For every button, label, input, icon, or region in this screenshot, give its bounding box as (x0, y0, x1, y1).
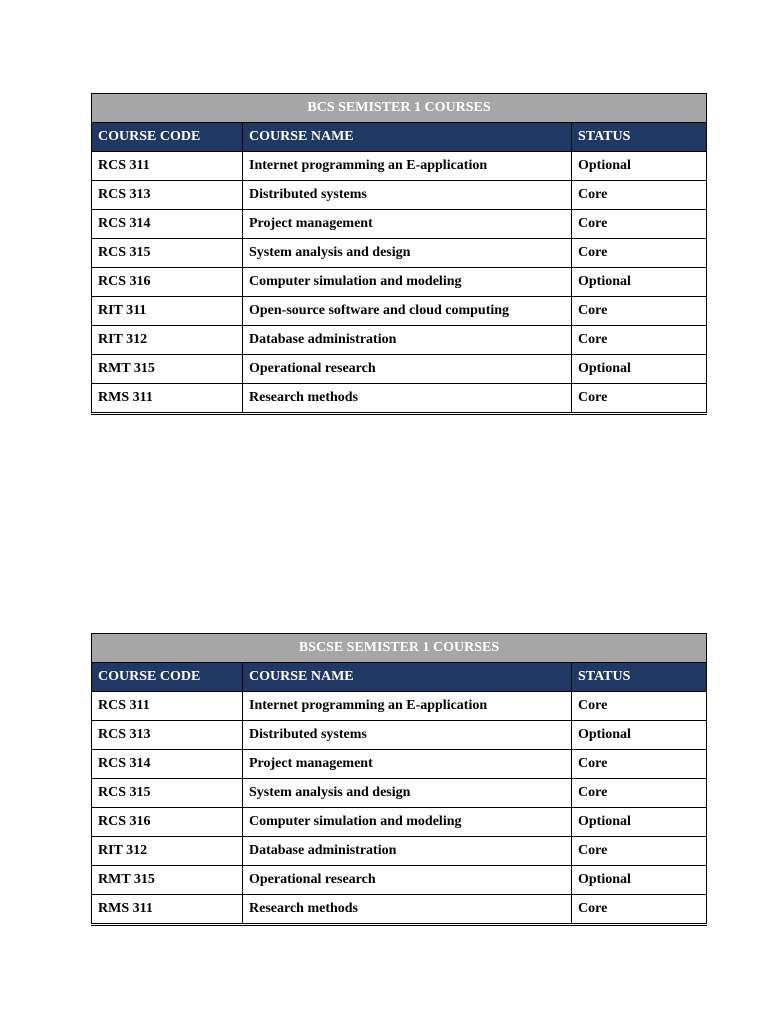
table-row (92, 837, 707, 866)
course-code-cell: RCS 315 (92, 779, 243, 808)
course-code-cell: RIT 312 (92, 837, 243, 866)
status-cell: Core (572, 181, 707, 210)
table-title-row (92, 94, 707, 123)
table-row (92, 210, 707, 239)
table-title: BSCSE SEMISTER 1 COURSES (92, 634, 707, 663)
course-code-cell: RMT 315 (92, 355, 243, 384)
table-row (92, 808, 707, 837)
table-title-row (92, 634, 707, 663)
status-cell: Core (572, 239, 707, 268)
column-header-course-code: COURSE CODE (92, 123, 243, 152)
column-header-course-name: COURSE NAME (243, 663, 572, 692)
column-header-status: STATUS (572, 663, 707, 692)
table-row (92, 355, 707, 384)
table-header-row (92, 663, 707, 692)
table-row (92, 384, 707, 414)
column-header-status: STATUS (572, 123, 707, 152)
course-code-cell: RCS 315 (92, 239, 243, 268)
course-name-cell: Internet programming an E-application (243, 692, 572, 721)
table-row (92, 181, 707, 210)
course-code-cell: RCS 311 (92, 692, 243, 721)
course-name-cell: Project management (243, 750, 572, 779)
course-name-cell: Distributed systems (243, 181, 572, 210)
status-cell: Optional (572, 808, 707, 837)
table-title: BCS SEMISTER 1 COURSES (92, 94, 707, 123)
table-header-row (92, 123, 707, 152)
course-code-cell: RCS 314 (92, 210, 243, 239)
status-cell: Core (572, 779, 707, 808)
course-name-cell: Operational research (243, 866, 572, 895)
table-row (92, 152, 707, 181)
course-name-cell: Database administration (243, 837, 572, 866)
status-cell: Optional (572, 268, 707, 297)
table-row (92, 895, 707, 925)
course-name-cell: Computer simulation and modeling (243, 808, 572, 837)
table-row (92, 297, 707, 326)
table-row (92, 268, 707, 297)
course-code-cell: RCS 311 (92, 152, 243, 181)
course-code-cell: RMS 311 (92, 384, 243, 414)
course-code-cell: RCS 313 (92, 181, 243, 210)
course-name-cell: Research methods (243, 384, 572, 414)
course-code-cell: RCS 313 (92, 721, 243, 750)
status-cell: Core (572, 326, 707, 355)
table-row (92, 239, 707, 268)
course-code-cell: RMT 315 (92, 866, 243, 895)
table-row (92, 779, 707, 808)
course-code-cell: RMS 311 (92, 895, 243, 925)
status-cell: Optional (572, 152, 707, 181)
course-code-cell: RCS 316 (92, 268, 243, 297)
course-name-cell: Open-source software and cloud computing (243, 297, 572, 326)
course-name-cell: System analysis and design (243, 239, 572, 268)
course-name-cell: Project management (243, 210, 572, 239)
bcs-courses-table (91, 93, 707, 415)
table-row (92, 750, 707, 779)
course-name-cell: Operational research (243, 355, 572, 384)
course-name-cell: Computer simulation and modeling (243, 268, 572, 297)
status-cell: Core (572, 297, 707, 326)
course-code-cell: RIT 312 (92, 326, 243, 355)
status-cell: Core (572, 210, 707, 239)
course-name-cell: Distributed systems (243, 721, 572, 750)
table-row (92, 721, 707, 750)
table-row (92, 692, 707, 721)
status-cell: Optional (572, 721, 707, 750)
status-cell: Core (572, 750, 707, 779)
course-name-cell: System analysis and design (243, 779, 572, 808)
status-cell: Core (572, 692, 707, 721)
course-name-cell: Internet programming an E-application (243, 152, 572, 181)
status-cell: Core (572, 895, 707, 925)
status-cell: Core (572, 837, 707, 866)
course-name-cell: Research methods (243, 895, 572, 925)
status-cell: Optional (572, 866, 707, 895)
course-code-cell: RIT 311 (92, 297, 243, 326)
course-name-cell: Database administration (243, 326, 572, 355)
course-code-cell: RCS 316 (92, 808, 243, 837)
column-header-course-code: COURSE CODE (92, 663, 243, 692)
table-row (92, 866, 707, 895)
column-header-course-name: COURSE NAME (243, 123, 572, 152)
course-code-cell: RCS 314 (92, 750, 243, 779)
bscse-courses-table (91, 633, 707, 926)
table-row (92, 326, 707, 355)
status-cell: Optional (572, 355, 707, 384)
status-cell: Core (572, 384, 707, 414)
